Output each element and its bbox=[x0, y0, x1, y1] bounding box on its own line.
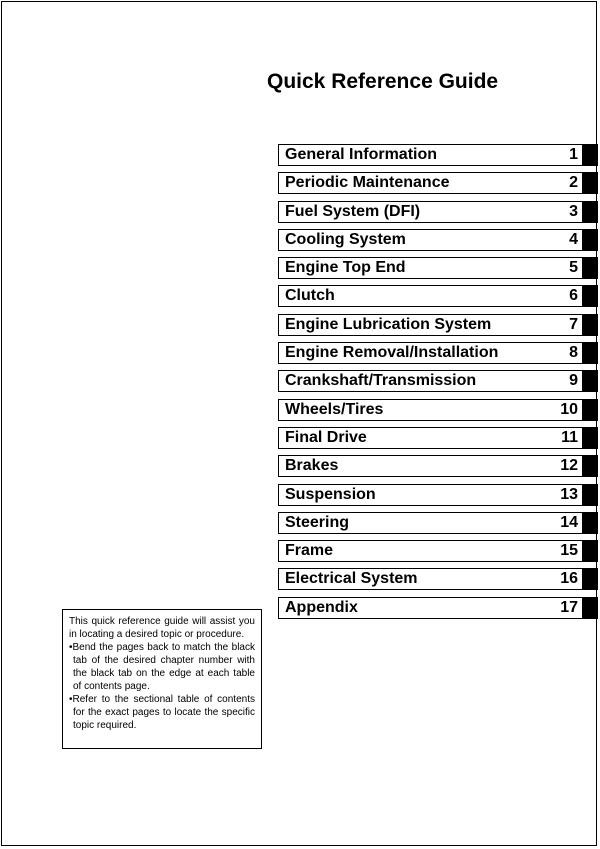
black-chapter-tab bbox=[583, 399, 598, 421]
toc-entry-label: Crankshaft/Transmission bbox=[285, 372, 477, 390]
toc-entry-label: Final Drive bbox=[285, 428, 367, 446]
toc-entry-number: 15 bbox=[560, 542, 578, 560]
black-chapter-tab bbox=[583, 144, 598, 166]
black-chapter-tab bbox=[583, 172, 598, 194]
black-chapter-tab bbox=[583, 229, 598, 251]
toc-entry-label: Periodic Maintenance bbox=[285, 174, 450, 192]
toc-entry[interactable] bbox=[278, 540, 598, 562]
toc-entry[interactable] bbox=[278, 427, 598, 449]
toc-entry[interactable] bbox=[278, 399, 598, 421]
black-chapter-tab bbox=[583, 427, 598, 449]
toc-entry-number: 4 bbox=[569, 230, 578, 248]
toc-entry-label: General Information bbox=[285, 146, 438, 163]
toc-entry-label: Appendix bbox=[285, 598, 358, 616]
toc-entry-label: Steering bbox=[285, 513, 350, 531]
black-chapter-tab bbox=[583, 314, 598, 336]
black-chapter-tab bbox=[583, 201, 598, 223]
toc-entry[interactable] bbox=[278, 370, 598, 392]
toc-entry-number: 9 bbox=[569, 372, 578, 390]
toc-entry-label: Cooling System bbox=[285, 230, 406, 248]
toc-entry-number: 1 bbox=[569, 146, 578, 163]
toc-entry-label: Electrical System bbox=[285, 570, 418, 588]
note-bullet-refer: •Refer to the sectional table of contents for the exact pages to locate the specific topic required. bbox=[69, 694, 255, 731]
toc-entry-label: Suspension bbox=[285, 485, 376, 503]
toc-entry-number: 8 bbox=[569, 344, 578, 362]
toc-entry-number: 16 bbox=[560, 570, 578, 588]
toc-entry-number: 6 bbox=[569, 287, 578, 305]
toc-entry-number: 10 bbox=[560, 400, 578, 418]
toc-entry-number: 11 bbox=[561, 428, 578, 446]
toc-entry[interactable] bbox=[278, 285, 598, 307]
toc-entry-number: 2 bbox=[569, 174, 578, 192]
black-chapter-tab bbox=[583, 597, 598, 619]
toc-entry[interactable] bbox=[278, 172, 598, 194]
toc-entry-number: 14 bbox=[560, 513, 578, 531]
black-chapter-tab bbox=[583, 285, 598, 307]
toc-entry[interactable] bbox=[278, 597, 598, 619]
toc-entry[interactable] bbox=[278, 201, 598, 223]
table-of-contents bbox=[278, 144, 598, 625]
toc-entry[interactable] bbox=[278, 512, 598, 534]
note-intro: This quick reference guide will assist you in locating a desired topic or procedure. bbox=[69, 616, 255, 640]
black-chapter-tab bbox=[583, 512, 598, 534]
toc-entry-number: 5 bbox=[569, 259, 578, 277]
toc-entry-label: Engine Removal/Installation bbox=[285, 344, 499, 362]
toc-entry[interactable] bbox=[278, 229, 598, 251]
toc-entry-number: 7 bbox=[569, 315, 578, 333]
black-chapter-tab bbox=[583, 370, 598, 392]
toc-entry-label: Fuel System (DFI) bbox=[285, 202, 421, 220]
toc-entry-label: Engine Top End bbox=[285, 259, 406, 277]
toc-entry[interactable] bbox=[278, 342, 598, 364]
black-chapter-tab bbox=[583, 257, 598, 279]
toc-entry[interactable] bbox=[278, 484, 598, 506]
black-chapter-tab bbox=[583, 455, 598, 477]
toc-entry-label: Engine Lubrication System bbox=[285, 315, 492, 333]
toc-entry[interactable] bbox=[278, 455, 598, 477]
instruction-note bbox=[62, 609, 262, 749]
toc-entry-label: Wheels/Tires bbox=[285, 400, 384, 418]
toc-entry-number: 13 bbox=[560, 485, 578, 503]
toc-entry-number: 17 bbox=[560, 598, 578, 616]
toc-entry-number: 3 bbox=[569, 202, 578, 220]
toc-entry[interactable] bbox=[278, 314, 598, 336]
toc-entry[interactable] bbox=[278, 568, 598, 590]
black-chapter-tab bbox=[583, 568, 598, 590]
toc-entry-label: Brakes bbox=[285, 457, 339, 475]
note-bullet-bend: •Bend the pages back to match the black tab of the desired chapter number with the black tab on the edge at each table of contents page. bbox=[69, 642, 255, 692]
toc-entry-label: Clutch bbox=[285, 287, 335, 305]
page-title: Quick Reference Guide bbox=[267, 70, 499, 93]
black-chapter-tab bbox=[583, 342, 598, 364]
toc-entry[interactable] bbox=[278, 257, 598, 279]
toc-entry-number: 12 bbox=[560, 457, 578, 475]
toc-entry[interactable] bbox=[278, 144, 598, 166]
black-chapter-tab bbox=[583, 540, 598, 562]
toc-entry-label: Frame bbox=[285, 542, 334, 560]
black-chapter-tab bbox=[583, 484, 598, 506]
